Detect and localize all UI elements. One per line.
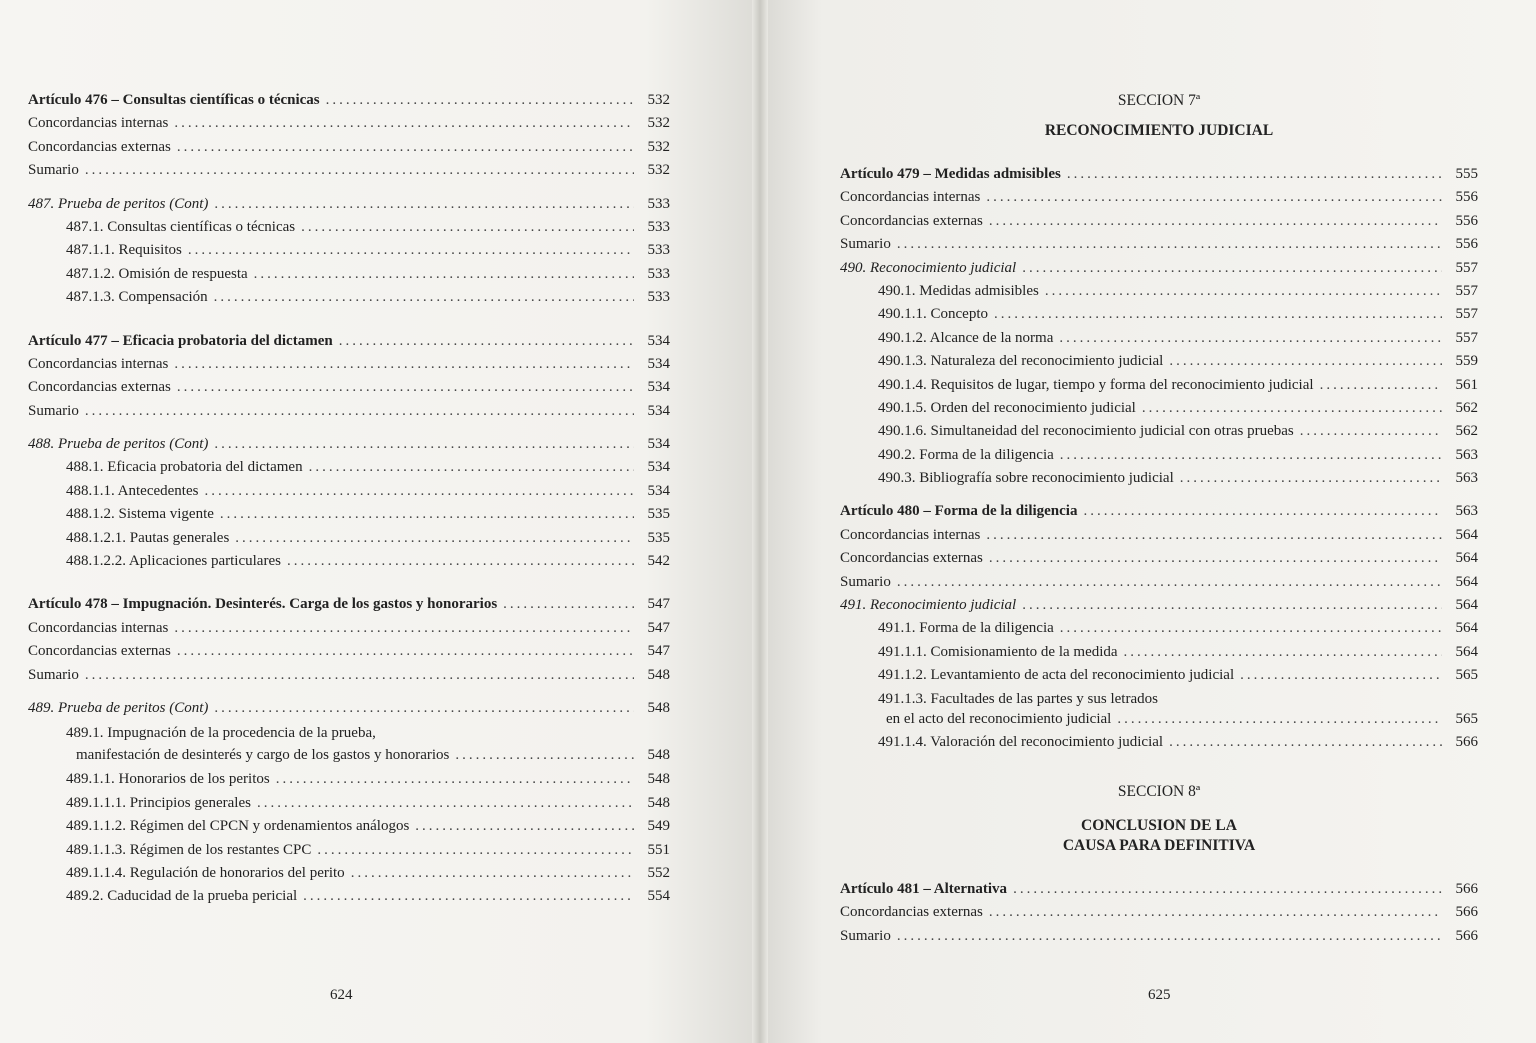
toc-leader-dots — [1320, 377, 1442, 394]
toc-leader-dots — [177, 643, 634, 660]
toc-leader-dots — [177, 139, 634, 156]
section-label: SECCION 7ª — [1117, 92, 1201, 109]
toc-entry — [28, 483, 670, 506]
toc-entry-text: 490.1. Medidas admisibles — [878, 282, 1039, 299]
toc-page-number: 548 — [647, 747, 670, 764]
toc-page-number: 533 — [647, 242, 670, 259]
toc-entry — [840, 928, 1478, 951]
page-number-right: 625 — [1148, 987, 1171, 1003]
toc-entry — [840, 423, 1478, 446]
toc-leader-dots — [309, 459, 634, 476]
toc-leader-dots — [351, 865, 634, 882]
toc-page-number: 548 — [647, 771, 670, 788]
toc-page-number: 547 — [647, 596, 670, 613]
toc-entry — [28, 356, 670, 379]
toc-entry — [840, 400, 1478, 423]
toc-page-number: 534 — [647, 436, 670, 453]
toc-leader-dots — [188, 242, 634, 259]
toc-entry — [840, 667, 1478, 690]
toc-leader-dots — [897, 928, 1442, 945]
toc-leader-dots — [1117, 711, 1442, 728]
toc-leader-dots — [1060, 620, 1442, 637]
toc-entry-text: Artículo 481 – Alternativa — [840, 880, 1008, 897]
toc-page-number: 557 — [1455, 259, 1478, 276]
toc-entry-text: Concordancias externas — [840, 550, 983, 567]
toc-leader-dots — [1240, 667, 1442, 684]
toc-leader-dots — [1169, 734, 1442, 751]
toc-leader-dots — [174, 115, 634, 132]
toc-entry — [28, 596, 670, 619]
toc-entry-text: Concordancias internas — [28, 619, 169, 636]
toc-leader-dots — [326, 92, 634, 109]
toc-leader-dots — [503, 596, 634, 613]
toc-entry — [840, 283, 1478, 306]
toc-page-number: 533 — [647, 195, 670, 212]
toc-leader-dots — [235, 530, 634, 547]
toc-entry — [28, 92, 670, 115]
toc-entry-text: Sumario — [28, 162, 79, 179]
toc-leader-dots — [174, 620, 634, 637]
toc-entry — [28, 620, 670, 643]
toc-page-number: 564 — [1455, 573, 1478, 590]
toc-page-number: 532 — [647, 115, 670, 132]
toc-entry — [28, 379, 670, 402]
toc-entry — [840, 881, 1478, 904]
toc-leader-dots — [1180, 470, 1442, 487]
toc-entry — [840, 597, 1478, 620]
toc-entry — [840, 260, 1478, 283]
toc-page-number: 556 — [1455, 189, 1478, 206]
toc-entry-text: 491.1.4. Valoración del reconocimiento judicial — [878, 733, 1164, 750]
toc-leader-dots — [989, 904, 1442, 921]
toc-entry — [28, 888, 670, 911]
toc-entry-text: Sumario — [840, 927, 891, 944]
toc-leader-dots — [220, 506, 634, 523]
toc-page-number: 556 — [1455, 236, 1478, 253]
right-entry-list-final — [840, 881, 1478, 951]
toc-page-number: 564 — [1455, 620, 1478, 637]
toc-entry-text: Concordancias externas — [840, 212, 983, 229]
toc-entry-text: 487.1. Consultas científicas o técnicas — [66, 218, 296, 235]
toc-page-number: 534 — [647, 459, 670, 476]
toc-page-number: 534 — [647, 355, 670, 372]
toc-page-number: 552 — [647, 864, 670, 881]
toc-entry — [28, 266, 670, 289]
toc-leader-dots — [1083, 503, 1442, 520]
toc-entry — [28, 771, 670, 794]
toc-entry — [840, 213, 1478, 236]
toc-entry — [840, 503, 1478, 526]
toc-entry — [840, 644, 1478, 667]
toc-entry-text: 488.1.2.2. Aplicaciones particulares — [66, 553, 281, 570]
toc-entry-text: Concordancias internas — [840, 526, 981, 543]
toc-entry-text: Artículo 479 – Medidas admisibles — [840, 166, 1061, 182]
toc-page-number: 542 — [647, 553, 670, 570]
toc-entry-text: 489. Prueba de peritos (Cont) — [28, 699, 209, 716]
toc-page-number: 532 — [647, 92, 670, 108]
toc-entry-text: Sumario — [840, 236, 891, 253]
toc-page-number: 564 — [1455, 597, 1478, 614]
toc-leader-dots — [214, 289, 634, 306]
toc-entry — [840, 353, 1478, 376]
toc-page-number: 565 — [1455, 667, 1478, 684]
toc-leader-dots — [1169, 353, 1442, 370]
toc-entry-text: 490.1.1. Concepto — [878, 306, 988, 323]
toc-leader-dots — [85, 403, 634, 420]
toc-leader-dots — [276, 771, 634, 788]
toc-entry — [28, 530, 670, 553]
toc-page-number: 533 — [647, 265, 670, 282]
toc-leader-dots — [85, 667, 634, 684]
toc-entry-text-line1: 489.1. Impugnación de la procedencia de la prueba, — [66, 725, 376, 742]
toc-entry-text: 490.2. Forma de la diligencia — [878, 446, 1054, 463]
toc-page-number: 533 — [647, 289, 670, 306]
toc-entry-text: 487.1.3. Compensación — [66, 289, 208, 306]
toc-entry-text: 487. Prueba de peritos (Cont) — [28, 195, 209, 212]
toc-page-number: 565 — [1455, 710, 1478, 727]
toc-entry-text: Concordancias internas — [28, 115, 169, 132]
toc-entry-text: 489.1.1. Honorarios de los peritos — [66, 771, 270, 788]
toc-page-number: 547 — [647, 643, 670, 660]
toc-entry — [28, 459, 670, 482]
toc-leader-dots — [177, 379, 634, 396]
toc-entry — [840, 550, 1478, 573]
toc-entry — [28, 795, 670, 818]
toc-page-number: 548 — [647, 699, 670, 716]
toc-leader-dots — [897, 574, 1442, 591]
toc-leader-dots — [994, 306, 1442, 323]
toc-entry — [28, 667, 670, 690]
toc-leader-dots — [1022, 597, 1442, 614]
toc-page-number: 564 — [1455, 526, 1478, 543]
toc-entry-text: 489.2. Caducidad de la prueba pericial — [66, 888, 298, 905]
toc-leader-dots — [897, 236, 1442, 253]
toc-entry-text: 488.1.1. Antecedentes — [66, 482, 199, 499]
toc-entry — [28, 162, 670, 185]
toc-page-number: 548 — [647, 666, 670, 683]
page-number-left: 624 — [330, 987, 353, 1003]
toc-entry-text: Artículo 477 – Eficacia probatoria del dictamen — [28, 332, 333, 349]
toc-entry-text: 491.1. Forma de la diligencia — [878, 620, 1054, 637]
right-table-of-contents — [840, 92, 1478, 951]
toc-entry-text: Concordancias internas — [840, 189, 981, 206]
toc-leader-dots — [287, 553, 634, 570]
book-spine — [752, 0, 768, 1043]
toc-entry-text: Sumario — [28, 666, 79, 683]
toc-entry-text: Concordancias externas — [28, 138, 171, 155]
toc-page-number: 557 — [1455, 306, 1478, 323]
toc-page-number: 551 — [647, 841, 670, 858]
toc-leader-dots — [989, 213, 1442, 230]
toc-entry — [28, 139, 670, 162]
toc-entry-wrapped — [840, 691, 1478, 734]
toc-entry-text: Artículo 480 – Forma de la diligencia — [840, 503, 1078, 520]
toc-entry-text: 489.1.1.2. Régimen del CPCN y ordenamientos análogos — [66, 818, 410, 835]
toc-page-number: 534 — [647, 379, 670, 396]
toc-entry-text: 490.1.3. Naturaleza del reconocimiento judicial — [878, 353, 1164, 370]
toc-entry — [28, 115, 670, 138]
toc-entry-text: 489.1.1.3. Régimen de los restantes CPC — [66, 841, 312, 858]
toc-leader-dots — [303, 888, 634, 905]
toc-entry — [28, 289, 670, 312]
toc-leader-dots — [1059, 330, 1442, 347]
toc-page-number: 562 — [1455, 399, 1478, 416]
toc-entry — [840, 620, 1478, 643]
toc-page-number: 566 — [1455, 904, 1478, 921]
toc-page-number: 563 — [1455, 503, 1478, 520]
toc-leader-dots — [204, 483, 634, 500]
toc-page-number: 532 — [647, 138, 670, 155]
toc-leader-dots — [986, 189, 1442, 206]
toc-entry — [840, 904, 1478, 927]
toc-leader-dots — [174, 356, 634, 373]
toc-leader-dots — [1060, 447, 1442, 464]
toc-page-number: 563 — [1455, 446, 1478, 463]
toc-entry — [28, 553, 670, 576]
toc-leader-dots — [214, 196, 634, 213]
toc-page-number: 549 — [647, 818, 670, 835]
toc-entry — [840, 447, 1478, 470]
toc-page-number: 559 — [1455, 353, 1478, 370]
toc-entry — [28, 700, 670, 723]
toc-leader-dots — [455, 747, 634, 764]
toc-page-number: 561 — [1455, 376, 1478, 393]
toc-leader-dots — [317, 842, 634, 859]
toc-leader-dots — [986, 527, 1442, 544]
toc-entry — [840, 236, 1478, 259]
toc-leader-dots — [1045, 283, 1442, 300]
toc-entry-text: 490.1.4. Requisitos de lugar, tiempo y forma del reconocimiento judicial — [878, 376, 1314, 393]
left-table-of-contents — [28, 92, 670, 912]
toc-leader-dots — [1300, 423, 1442, 440]
left-entry-list-continued — [28, 771, 670, 911]
toc-page-number: 535 — [647, 529, 670, 546]
toc-page-number: 564 — [1455, 643, 1478, 660]
toc-entry-text-line2: manifestación de desinterés y cargo de los gastos y honorarios — [76, 747, 450, 764]
toc-entry-text: Sumario — [840, 573, 891, 590]
toc-entry-text: Concordancias externas — [28, 643, 171, 660]
toc-entry — [28, 403, 670, 426]
toc-entry — [840, 734, 1478, 757]
toc-entry-text: Concordancias externas — [840, 904, 983, 921]
toc-entry-text: 489.1.1.4. Regulación de honorarios del perito — [66, 864, 345, 881]
toc-entry — [28, 333, 670, 356]
toc-leader-dots — [1022, 260, 1442, 277]
toc-entry — [28, 643, 670, 666]
toc-entry — [840, 527, 1478, 550]
toc-entry-text: 490.1.6. Simultaneidad del reconocimiento judicial con otras pruebas — [878, 423, 1294, 440]
toc-entry — [28, 506, 670, 529]
toc-leader-dots — [415, 818, 634, 835]
right-entry-list — [840, 166, 1478, 691]
toc-leader-dots — [1142, 400, 1442, 417]
toc-entry — [28, 196, 670, 219]
toc-entry — [840, 377, 1478, 400]
toc-page-number: 564 — [1455, 550, 1478, 567]
toc-entry-text: Concordancias internas — [28, 355, 169, 372]
toc-leader-dots — [214, 700, 634, 717]
toc-entry-text: Concordancias externas — [28, 379, 171, 396]
toc-entry — [840, 330, 1478, 353]
toc-page-number: 557 — [1455, 282, 1478, 299]
toc-page-number: 555 — [1455, 166, 1478, 182]
toc-entry-text: Artículo 478 – Impugnación. Desinterés. Carga de los gastos y honorarios — [28, 596, 498, 613]
toc-page-number: 557 — [1455, 329, 1478, 346]
section-label: SECCION 8ª — [1117, 782, 1201, 800]
toc-entry — [840, 189, 1478, 212]
toc-page-number: 534 — [647, 332, 670, 349]
toc-leader-dots — [301, 219, 634, 236]
toc-entry-text: 490.3. Bibliografía sobre reconocimiento judicial — [878, 470, 1174, 487]
toc-page-number: 562 — [1455, 423, 1478, 440]
toc-entry-text: 490.1.2. Alcance de la norma — [878, 329, 1054, 346]
toc-page-number: 535 — [647, 506, 670, 523]
toc-entry-text: 491.1.1. Comisionamiento de la medida — [878, 643, 1118, 660]
toc-entry-text: 488. Prueba de peritos (Cont) — [28, 436, 209, 453]
toc-page-number: 533 — [647, 218, 670, 235]
left-entry-list — [28, 92, 670, 723]
toc-entry-text: 487.1.2. Omisión de respuesta — [66, 265, 248, 282]
toc-entry-text: 488.1. Eficacia probatoria del dictamen — [66, 459, 303, 476]
toc-entry — [28, 818, 670, 841]
toc-page-number: 554 — [647, 888, 670, 905]
toc-leader-dots — [254, 266, 634, 283]
toc-entry-text: 488.1.2. Sistema vigente — [66, 506, 214, 523]
toc-page-number: 563 — [1455, 470, 1478, 487]
section-title-line2: CAUSA PARA DEFINITIVA — [1062, 836, 1256, 854]
toc-leader-dots — [214, 436, 634, 453]
toc-leader-dots — [85, 162, 634, 179]
toc-leader-dots — [1124, 644, 1442, 661]
toc-entry-text: 491. Reconocimiento judicial — [840, 597, 1017, 614]
toc-page-number: 556 — [1455, 212, 1478, 229]
toc-entry — [28, 865, 670, 888]
toc-entry — [840, 470, 1478, 493]
toc-leader-dots — [257, 795, 634, 812]
toc-leader-dots — [1067, 166, 1442, 183]
toc-entry-text-line1: 491.1.3. Facultades de las partes y sus letrados — [878, 690, 1158, 707]
toc-page-number: 547 — [647, 619, 670, 636]
toc-entry — [840, 574, 1478, 597]
section-title: RECONOCIMIENTO JUDICIAL — [1044, 122, 1274, 139]
toc-entry — [840, 306, 1478, 329]
toc-page-number: 566 — [1455, 927, 1478, 944]
toc-leader-dots — [1013, 881, 1442, 898]
toc-entry-text-line2: en el acto del reconocimiento judicial — [886, 710, 1112, 727]
toc-entry — [840, 166, 1478, 189]
toc-entry — [28, 842, 670, 865]
toc-entry — [28, 436, 670, 459]
toc-entry-text: 491.1.2. Levantamiento de acta del reconocimiento judicial — [878, 667, 1235, 684]
toc-entry-text: Sumario — [28, 402, 79, 419]
toc-entry — [28, 219, 670, 242]
right-entry-list-continued — [840, 734, 1478, 757]
toc-leader-dots — [989, 550, 1442, 567]
toc-page-number: 534 — [647, 482, 670, 499]
toc-page-number: 548 — [647, 794, 670, 811]
section-title-line1: CONCLUSION DE LA — [1081, 816, 1237, 834]
toc-entry-text: 490. Reconocimiento judicial — [840, 259, 1017, 276]
toc-entry-text: 489.1.1.1. Principios generales — [66, 794, 251, 811]
toc-entry-text: Artículo 476 – Consultas científicas o técnicas — [28, 92, 320, 108]
toc-entry-text: 490.1.5. Orden del reconocimiento judicial — [878, 399, 1136, 416]
toc-leader-dots — [339, 333, 634, 350]
toc-page-number: 534 — [647, 402, 670, 419]
toc-entry — [28, 242, 670, 265]
toc-entry-text: 488.1.2.1. Pautas generales — [66, 529, 230, 546]
toc-entry-text: 487.1.1. Requisitos — [66, 242, 182, 259]
toc-page-number: 566 — [1455, 880, 1478, 897]
toc-page-number: 566 — [1455, 733, 1478, 750]
toc-page-number: 532 — [647, 162, 670, 179]
toc-entry-wrapped — [28, 725, 670, 771]
